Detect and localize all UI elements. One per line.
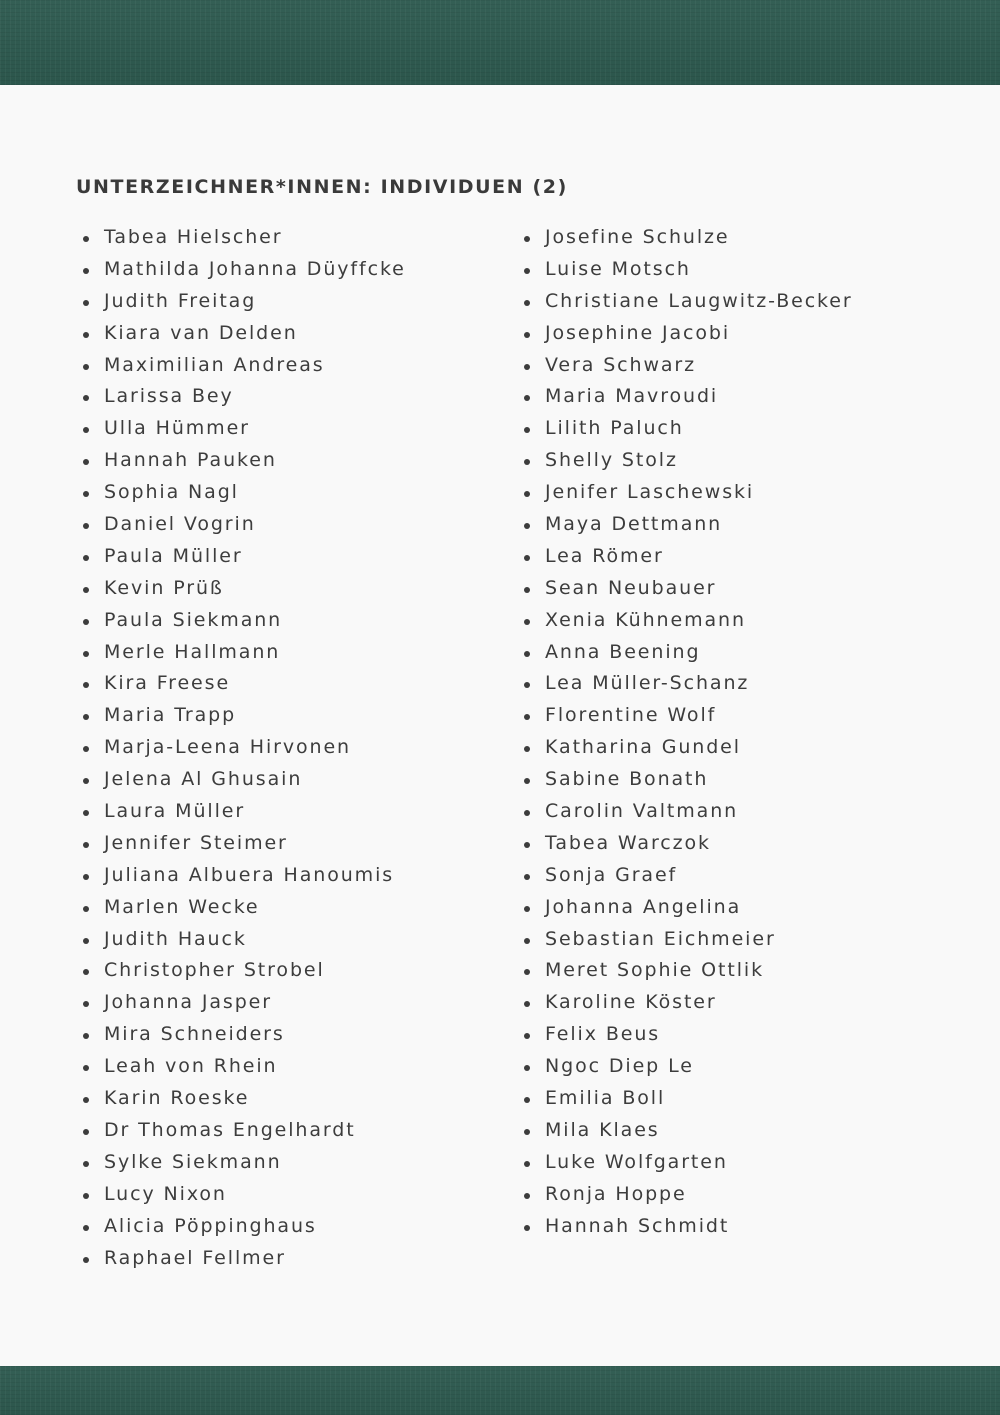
bullet-icon [83, 842, 89, 848]
signatory-name: Shelly Stolz [545, 449, 678, 472]
signatory-name: Felix Beus [545, 1023, 661, 1046]
signatory-list-right [521, 222, 853, 1243]
bullet-icon [83, 778, 89, 784]
bullet-icon [83, 587, 89, 593]
signatory-name: Sylke Siekmann [104, 1150, 282, 1173]
bullet-icon [524, 778, 530, 784]
signatory-name: Lea Römer [545, 544, 664, 567]
signatory-name: Daniel Vogrin [104, 513, 256, 536]
signatory-name: Jelena Al Ghusain [104, 768, 303, 791]
signatory-name: Christiane Laugwitz-Becker [545, 289, 853, 312]
signatory-name: Josefine Schulze [545, 226, 730, 248]
signatory-list-item [80, 254, 406, 286]
bullet-icon [83, 491, 89, 497]
signatory-list-item [80, 860, 406, 892]
signatory-list-item [521, 668, 853, 700]
signatory-list-item [80, 350, 406, 382]
signatory-name: Tabea Hielscher [104, 226, 283, 248]
signatory-list-item [80, 828, 406, 860]
bullet-icon [524, 938, 530, 944]
bullet-icon [524, 364, 530, 370]
signatory-list-item [80, 668, 406, 700]
signatory-list-item [521, 860, 853, 892]
signatory-name: Maya Dettmann [545, 513, 723, 536]
bullet-icon [83, 236, 89, 242]
signatory-name: Dr Thomas Engelhardt [104, 1118, 356, 1141]
signatory-name: Luke Wolfgarten [545, 1150, 728, 1173]
signatory-list-item [521, 924, 853, 956]
signatory-list-item [80, 924, 406, 956]
signatory-name: Raphael Fellmer [104, 1246, 286, 1269]
bullet-icon [83, 1193, 89, 1199]
bullet-icon [524, 332, 530, 338]
bullet-icon [524, 1225, 530, 1231]
signatory-name: Marlen Wecke [104, 895, 260, 918]
signatory-list-item [521, 573, 853, 605]
signatory-name: Kira Freese [104, 672, 231, 695]
signatory-list-item [521, 700, 853, 732]
bullet-icon [83, 364, 89, 370]
signatory-list-item [521, 1211, 853, 1243]
signatory-name: Mira Schneiders [104, 1023, 285, 1046]
bullet-icon [83, 906, 89, 912]
signatory-list-item [521, 318, 853, 350]
signatory-name: Karoline Köster [545, 991, 717, 1014]
bullet-icon [83, 300, 89, 306]
signatory-list-item [521, 1083, 853, 1115]
bullet-icon [83, 427, 89, 433]
signatory-name: Lucy Nixon [104, 1182, 227, 1205]
signatory-name: Mathilda Johanna Düyffcke [104, 257, 406, 280]
signatory-name: Hannah Pauken [104, 449, 277, 472]
signatory-list-item [80, 1083, 406, 1115]
bullet-icon [83, 969, 89, 975]
bullet-icon [83, 810, 89, 816]
bullet-icon [524, 459, 530, 465]
signatory-list-item [80, 1179, 406, 1211]
signatory-list-item [80, 1211, 406, 1243]
signatory-name: Josephine Jacobi [545, 321, 731, 344]
signatory-name: Maria Mavroudi [545, 385, 719, 408]
signatory-list-item [521, 955, 853, 987]
signatory-name: Larissa Bey [104, 385, 234, 408]
bullet-icon [83, 1033, 89, 1039]
signatory-name: Leah von Rhein [104, 1055, 278, 1078]
signatory-name: Emilia Boll [545, 1087, 666, 1110]
bullet-icon [83, 523, 89, 529]
signatory-name: Ronja Hoppe [545, 1182, 687, 1205]
signatory-name: Sonja Graef [545, 863, 678, 886]
signatory-name: Juliana Albuera Hanoumis [104, 863, 395, 886]
bullet-icon [83, 1065, 89, 1071]
bullet-icon [83, 1225, 89, 1231]
signatory-list-item [521, 892, 853, 924]
signatory-list-item [521, 477, 853, 509]
signatory-name: Tabea Warczok [545, 831, 711, 854]
signatory-list-item [521, 796, 853, 828]
signatory-name: Kiara van Delden [104, 321, 298, 344]
signatory-list-item [521, 1051, 853, 1083]
signatory-list-item [80, 445, 406, 477]
bullet-icon [524, 619, 530, 625]
signatory-list-item [521, 987, 853, 1019]
signatory-name: Lea Müller-Schanz [545, 672, 750, 695]
signatory-list-item [521, 350, 853, 382]
signatory-name: Kevin Prüß [104, 576, 224, 599]
signatory-name: Sophia Nagl [104, 481, 239, 504]
signatory-list-item [80, 987, 406, 1019]
signatory-name: Vera Schwarz [545, 353, 697, 376]
signatory-name: Alicia Pöppinghaus [104, 1214, 317, 1237]
signatory-name: Maria Trapp [104, 704, 237, 727]
signatory-name: Xenia Kühnemann [545, 608, 746, 631]
signatory-name: Sabine Bonath [545, 768, 709, 791]
signatory-list-item [521, 445, 853, 477]
signatory-list-item [521, 222, 853, 254]
signatory-list-item [521, 732, 853, 764]
bullet-icon [524, 587, 530, 593]
signatory-list-item [80, 509, 406, 541]
signatory-list-item [80, 541, 406, 573]
bullet-icon [524, 906, 530, 912]
signatory-list-item [521, 1019, 853, 1051]
signatory-name: Florentine Wolf [545, 704, 717, 727]
signatory-list-item [521, 254, 853, 286]
signatory-name: Christopher Strobel [104, 959, 325, 982]
bullet-icon [524, 651, 530, 657]
signatory-list-item [80, 637, 406, 669]
bullet-icon [524, 714, 530, 720]
bullet-icon [524, 1161, 530, 1167]
signatory-name: Paula Müller [104, 544, 243, 567]
signatory-name: Marja-Leena Hirvonen [104, 736, 351, 759]
signatory-name: Mila Klaes [545, 1118, 660, 1141]
bullet-icon [524, 874, 530, 880]
signatory-name: Sean Neubauer [545, 576, 717, 599]
bullet-icon [524, 842, 530, 848]
signatory-list-item [80, 764, 406, 796]
bullet-icon [83, 619, 89, 625]
signatory-name: Johanna Angelina [545, 895, 742, 918]
bullet-icon [83, 1001, 89, 1007]
top-decorative-band [0, 0, 1000, 85]
bullet-icon [83, 714, 89, 720]
signatory-list-item [80, 1051, 406, 1083]
signatory-name: Judith Freitag [104, 289, 257, 312]
signatory-name: Hannah Schmidt [545, 1214, 730, 1237]
signatory-name: Lilith Paluch [545, 417, 684, 440]
signatory-name: Meret Sophie Ottlik [545, 959, 764, 982]
bullet-icon [83, 1257, 89, 1263]
signatory-list-item [80, 605, 406, 637]
signatory-list-item [521, 541, 853, 573]
signatory-name: Maximilian Andreas [104, 353, 325, 376]
bullet-icon [524, 1001, 530, 1007]
bullet-icon [524, 969, 530, 975]
bullet-icon [524, 236, 530, 242]
bullet-icon [83, 332, 89, 338]
signatory-list-item [521, 509, 853, 541]
signatory-list-item [521, 605, 853, 637]
bullet-icon [524, 555, 530, 561]
bullet-icon [524, 427, 530, 433]
signatory-list-item [80, 955, 406, 987]
signatory-list-item [80, 1115, 406, 1147]
bullet-icon [83, 395, 89, 401]
bullet-icon [524, 523, 530, 529]
signatory-name: Karin Roeske [104, 1087, 250, 1110]
bullet-icon [524, 395, 530, 401]
bullet-icon [83, 651, 89, 657]
signatory-list-item [521, 828, 853, 860]
bottom-decorative-band [0, 1366, 1000, 1415]
bullet-icon [524, 682, 530, 688]
signatory-list-item [80, 1147, 406, 1179]
signatory-list-item [80, 413, 406, 445]
signatory-name: Laura Müller [104, 800, 246, 823]
signatory-list-item [521, 1147, 853, 1179]
bullet-icon [83, 1129, 89, 1135]
signatory-name: Ngoc Diep Le [545, 1055, 694, 1078]
signatory-list-item [80, 892, 406, 924]
signatory-list-item [521, 413, 853, 445]
signatory-list-item [80, 732, 406, 764]
bullet-icon [524, 1129, 530, 1135]
bullet-icon [524, 1065, 530, 1071]
bullet-icon [524, 1033, 530, 1039]
signatory-list-item [80, 222, 406, 254]
signatory-list-item [521, 764, 853, 796]
signatory-list-item [80, 318, 406, 350]
signatory-name: Katharina Gundel [545, 736, 741, 759]
signatory-name: Luise Motsch [545, 257, 691, 280]
bullet-icon [83, 459, 89, 465]
bullet-icon [524, 491, 530, 497]
bullet-icon [83, 555, 89, 561]
signatory-name: Johanna Jasper [104, 991, 272, 1014]
bullet-icon [524, 1097, 530, 1103]
signatory-name: Jenifer Laschewski [545, 481, 755, 504]
signatory-list-item [521, 1115, 853, 1147]
bullet-icon [83, 746, 89, 752]
bullet-icon [83, 938, 89, 944]
signatory-list-item [80, 1019, 406, 1051]
bullet-icon [524, 268, 530, 274]
bullet-icon [524, 300, 530, 306]
bullet-icon [83, 1097, 89, 1103]
signatory-list-item [80, 381, 406, 413]
signatory-name: Anna Beening [545, 640, 701, 663]
signatory-list-item [521, 1179, 853, 1211]
signatory-name: Ulla Hümmer [104, 417, 250, 440]
signatory-name: Jennifer Steimer [104, 831, 288, 854]
bullet-icon [83, 682, 89, 688]
signatory-name: Paula Siekmann [104, 608, 283, 631]
signatory-list-item [521, 381, 853, 413]
signatory-name: Judith Hauck [104, 927, 247, 950]
signatory-name: Merle Hallmann [104, 640, 281, 663]
signatory-list-item [80, 700, 406, 732]
signatory-list-item [80, 477, 406, 509]
signatory-name: Sebastian Eichmeier [545, 927, 776, 950]
signatory-list-item [80, 1243, 406, 1275]
signatory-name: Carolin Valtmann [545, 800, 739, 823]
signatory-list-item [80, 796, 406, 828]
bullet-icon [524, 746, 530, 752]
signatory-list-item [521, 286, 853, 318]
bullet-icon [83, 268, 89, 274]
signatory-list-item [521, 637, 853, 669]
bullet-icon [83, 874, 89, 880]
signatory-list-item [80, 573, 406, 605]
signatory-list-left [80, 222, 406, 1274]
signatory-list-item [80, 286, 406, 318]
page-heading: UNTERZEICHNER*INNEN: INDIVIDUEN (2) [76, 176, 568, 198]
bullet-icon [83, 1161, 89, 1167]
bullet-icon [524, 1193, 530, 1199]
bullet-icon [524, 810, 530, 816]
